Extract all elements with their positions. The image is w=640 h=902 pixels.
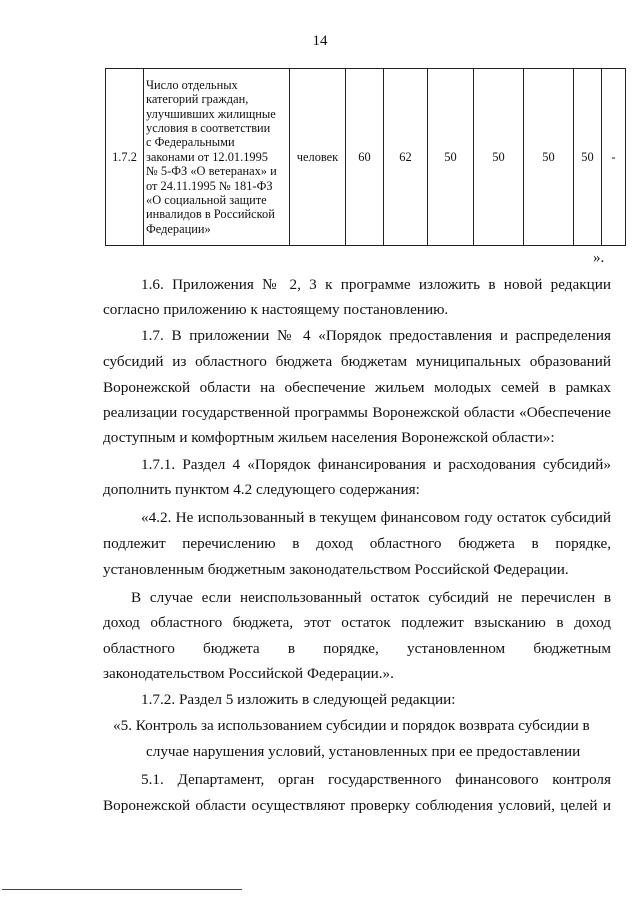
- text-line: Воронежской области осуществляют проверку соблюдения условий, целей и: [103, 797, 611, 814]
- text-line: установленным бюджетным законодательством Российской Федерации.: [103, 561, 569, 578]
- text-line: областного бюджета в порядке, установленном бюджетным: [103, 640, 611, 657]
- section-heading-line: случае нарушения условий, установленных при ее предоставлении: [146, 743, 581, 760]
- text-line: субсидий из областного бюджета бюджетам муниципальных образований: [103, 353, 611, 370]
- description-line: Число отдельных: [146, 77, 238, 92]
- indicator-table: [105, 68, 626, 246]
- text-line: Воронежской области на обеспечение жильем молодых семей в рамках: [103, 379, 611, 396]
- description-line: условия в соответствии: [146, 121, 271, 136]
- text-line: законодательством Российской Федерации.».: [103, 665, 394, 682]
- description-line: улучшивших жилищные: [146, 106, 276, 121]
- value-cell: 50: [574, 69, 602, 246]
- description-line: Федерации»: [146, 221, 211, 236]
- row-number-cell: 1.7.2: [106, 69, 144, 246]
- text-line: доступным и комфортным жильем населения Воронежской области»:: [103, 429, 555, 446]
- indicator-description-cell: [144, 69, 290, 246]
- value-cell: 50: [474, 69, 524, 246]
- footer-rule: [2, 889, 242, 890]
- closing-quote: ».: [593, 250, 605, 266]
- description-line: «О социальной защите: [146, 192, 267, 207]
- text-line: 5.1. Департамент, орган государственного финансового контроля: [141, 771, 611, 788]
- description-line: инвалидов в Российской: [146, 207, 275, 222]
- value-cell: 60: [346, 69, 384, 246]
- page-number: 14: [312, 33, 328, 49]
- text-line: 1.7.1. Раздел 4 «Порядок финансирования и расходования субсидий»: [141, 456, 611, 473]
- text-line: реализации государственной программы Воронежской области «Обеспечение: [103, 404, 611, 421]
- text-line: доход областного бюджета, этот остаток подлежит взысканию в доход: [103, 614, 611, 631]
- text-line: дополнить пунктом 4.2 следующего содержания:: [103, 481, 420, 498]
- text-line: 1.7. В приложении № 4 «Порядок предоставления и распределения: [141, 327, 611, 344]
- description-line: № 5-ФЗ «О ветеранах» и: [146, 164, 277, 179]
- value-cell: 50: [428, 69, 474, 246]
- text-line: В случае если неиспользованный остаток субсидий не перечислен в: [131, 589, 611, 606]
- text-line: 1.6. Приложения № 2, 3 к программе изложить в новой редакции: [141, 276, 611, 293]
- value-cell: 62: [384, 69, 428, 246]
- value-cell: 50: [524, 69, 574, 246]
- text-line: «4.2. Не использованный в текущем финансовом году остаток субсидий: [141, 509, 611, 526]
- unit-cell: человек: [290, 69, 346, 246]
- text-line: подлежит перечислению в доход областного бюджета в порядке,: [103, 535, 611, 552]
- text-line: 1.7.2. Раздел 5 изложить в следующей редакции:: [141, 691, 456, 708]
- description-line: от 24.11.1995 № 181-ФЗ: [146, 178, 273, 193]
- description-line: законами от 12.01.1995: [146, 149, 268, 164]
- value-cell: -: [602, 69, 626, 246]
- description-line: с Федеральными: [146, 135, 235, 150]
- section-heading-line: «5. Контроль за использованием субсидии и порядок возврата субсидии в: [113, 717, 590, 734]
- table-row: [106, 69, 626, 246]
- text-line: согласно приложению к настоящему постановлению.: [103, 301, 449, 318]
- description-line: категорий граждан,: [146, 92, 249, 107]
